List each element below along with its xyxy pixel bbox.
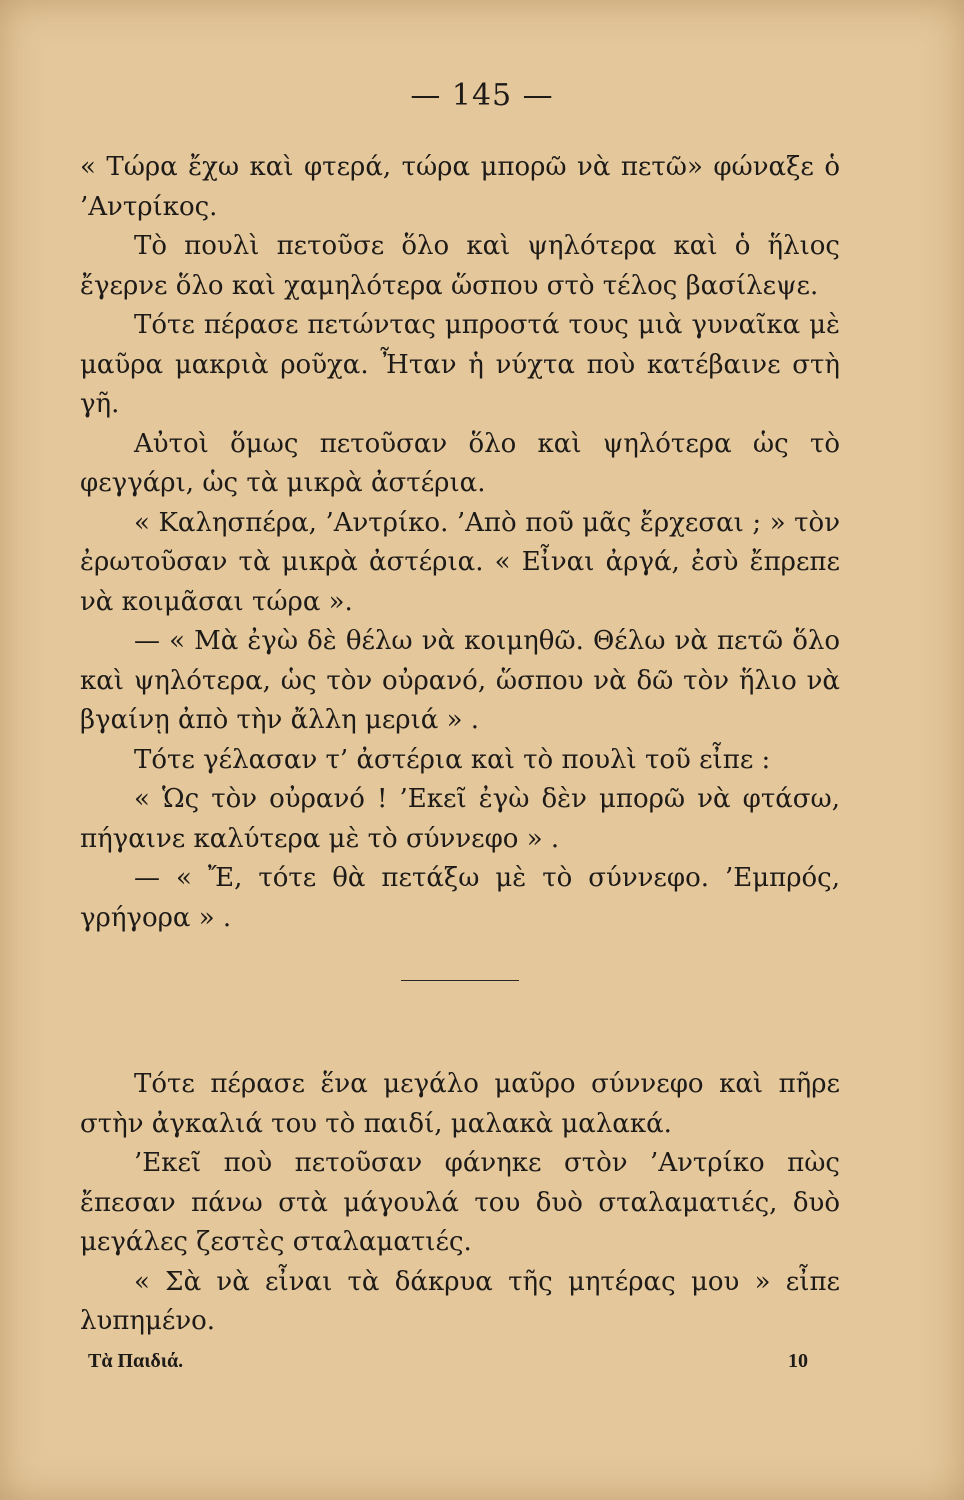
paragraph: — « Ἔ, τότε θὰ πετάξω μὲ τὸ σύννεφο. ’Εμπρός, γρήγορα » .: [80, 863, 840, 933]
page-number: — 145 —: [410, 78, 554, 113]
text-section-1: [80, 148, 840, 938]
paragraph: « Σὰ νὰ εἶναι τὰ δάκρυα τῆς μητέρας μου » εἶπε λυπημένο.: [80, 1266, 840, 1336]
footer-signature-number: 10: [788, 1350, 808, 1372]
paragraph: Αὐτοὶ ὅμως πετοῦσαν ὅλο καὶ ψηλότερα ὡς τὸ φεγγάρι, ὡς τὰ μικρὰ ἀστέρια.: [80, 428, 840, 498]
body-text: [80, 148, 840, 1342]
paragraph: Τὸ πουλὶ πετοῦσε ὅλο καὶ ψηλότερα καὶ ὁ ἥλιος ἔγερνε ὅλο καὶ χαμηλότερα ὥσπου στὸ τέλος βασίλεψε.: [80, 231, 840, 301]
footer-title: Τὰ Παιδιά.: [88, 1350, 184, 1372]
paragraph: Τότε πέρασε πετώντας μπροστά τους μιὰ γυναῖκα μὲ μαῦρα μακριὰ ροῦχα. Ἦταν ἡ νύχτα ποὺ κατέβαινε στὴ γῆ.: [80, 310, 840, 419]
paragraph: — « Μὰ ἐγὼ δὲ θέλω νὰ κοιμηθῶ. Θέλω νὰ πετῶ ὅλο καὶ ψηλότερα, ὡς τὸν οὐρανό, ὥσπου νὰ δῶ τὸν ἥλιο νὰ βγαίνῃ ἀπὸ τὴν ἄλλη μεριά » .: [80, 626, 840, 735]
paragraph: ’Εκεῖ ποὺ πετοῦσαν φάνηκε στὸν ’Αντρίκο πὼς ἔπεσαν πάνω στὰ μάγουλά του δυὸ σταλαματιές, δυὸ μεγάλες ζεστὲς σταλαματιές.: [80, 1148, 840, 1257]
paragraph: « Τώρα ἔχω καὶ φτερά, τώρα μπορῶ νὰ πετῶ» φώναξε ὁ ’Αντρίκος.: [80, 152, 840, 222]
paragraph: Τότε πέρασε ἕνα μεγάλο μαῦρο σύννεφο καὶ πῆρε στὴν ἀγκαλιά του τὸ παιδί, μαλακὰ μαλακά.: [80, 1069, 840, 1139]
section-divider: [401, 980, 519, 981]
text-section-2: [80, 1065, 840, 1342]
paragraph: Τότε γέλασαν τ’ ἀστέρια καὶ τὸ πουλὶ τοῦ εἶπε :: [134, 744, 771, 775]
paragraph: « Καλησπέρα, ’Αντρίκο. ’Απὸ ποῦ μᾶς ἔρχεσαι ; » τὸν ἐρωτοῦσαν τὰ μικρὰ ἀστέρια. « Εἶναι ἀργά, ἐσὺ ἔπρεπε νὰ κοιμᾶσαι τώρα ».: [80, 507, 840, 617]
paragraph: « Ὡς τὸν οὐρανό ! ’Εκεῖ ἐγὼ δὲν μπορῶ νὰ φτάσω, πήγαινε καλύτερα μὲ τὸ σύννεφο » .: [80, 784, 840, 854]
